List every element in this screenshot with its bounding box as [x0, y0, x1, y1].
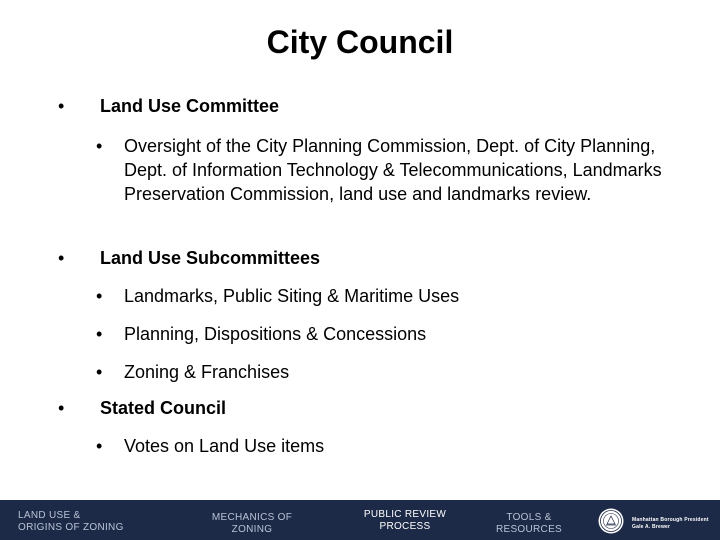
nav-mechanics-of-zoning[interactable]	[202, 512, 302, 536]
nav-label-line1: TOOLS &	[506, 512, 552, 523]
nav-label-line2: ZONING	[231, 524, 273, 535]
nav-public-review-process[interactable]	[356, 509, 454, 533]
section-land-use-subcommittees	[58, 248, 320, 269]
slide-title: City Council	[266, 24, 454, 60]
list-item-text: Votes on Land Use items	[124, 436, 325, 456]
bullet-marker: •	[96, 362, 103, 382]
section-land-use-committee	[58, 96, 279, 117]
nav-land-use-origins-of-zoning[interactable]	[18, 510, 124, 534]
bullet-marker: •	[58, 96, 65, 116]
section-heading: Stated Council	[100, 398, 227, 418]
bullet-marker: •	[96, 136, 103, 156]
borough-seal-icon	[598, 508, 624, 534]
list-item	[96, 134, 684, 206]
bullet-marker: •	[58, 398, 65, 418]
bullet-marker: •	[96, 324, 103, 344]
nav-label-line2: RESOURCES	[495, 524, 563, 535]
section-stated-council	[58, 398, 226, 419]
list-item	[96, 434, 684, 458]
credit-line1: Manhattan Borough President	[632, 517, 709, 523]
list-item	[96, 322, 684, 346]
list-item-text: Planning, Dispositions & Concessions	[124, 324, 427, 344]
bullet-marker: •	[58, 248, 65, 268]
list-item-text: Zoning & Franchises	[124, 362, 290, 382]
bullet-marker: •	[96, 286, 103, 306]
bullet-marker: •	[96, 436, 103, 456]
nav-label-line2: ORIGINS OF ZONING	[18, 522, 124, 533]
section-heading: Land Use Committee	[100, 96, 280, 116]
list-item	[96, 360, 684, 384]
nav-label-line2: PROCESS	[379, 521, 431, 532]
nav-label-line1: MECHANICS OF	[211, 512, 293, 523]
nav-label-line1: PUBLIC REVIEW	[363, 509, 447, 520]
nav-label-line1: LAND USE &	[18, 510, 81, 521]
list-item-text: Landmarks, Public Siting & Maritime Uses	[124, 286, 460, 306]
borough-president-credit	[632, 517, 709, 531]
section-heading: Land Use Subcommittees	[100, 248, 321, 268]
nav-tools-and-resources[interactable]	[490, 512, 568, 536]
list-item	[96, 284, 684, 308]
list-item-text: Oversight of the City Planning Commission, Dept. of City Planning, Dept. of Information Technology & Telecommunications, Landmarks Preservation Commission, land use and landmarks review.	[124, 136, 662, 204]
credit-line2: Gale A. Brewer	[632, 524, 671, 530]
